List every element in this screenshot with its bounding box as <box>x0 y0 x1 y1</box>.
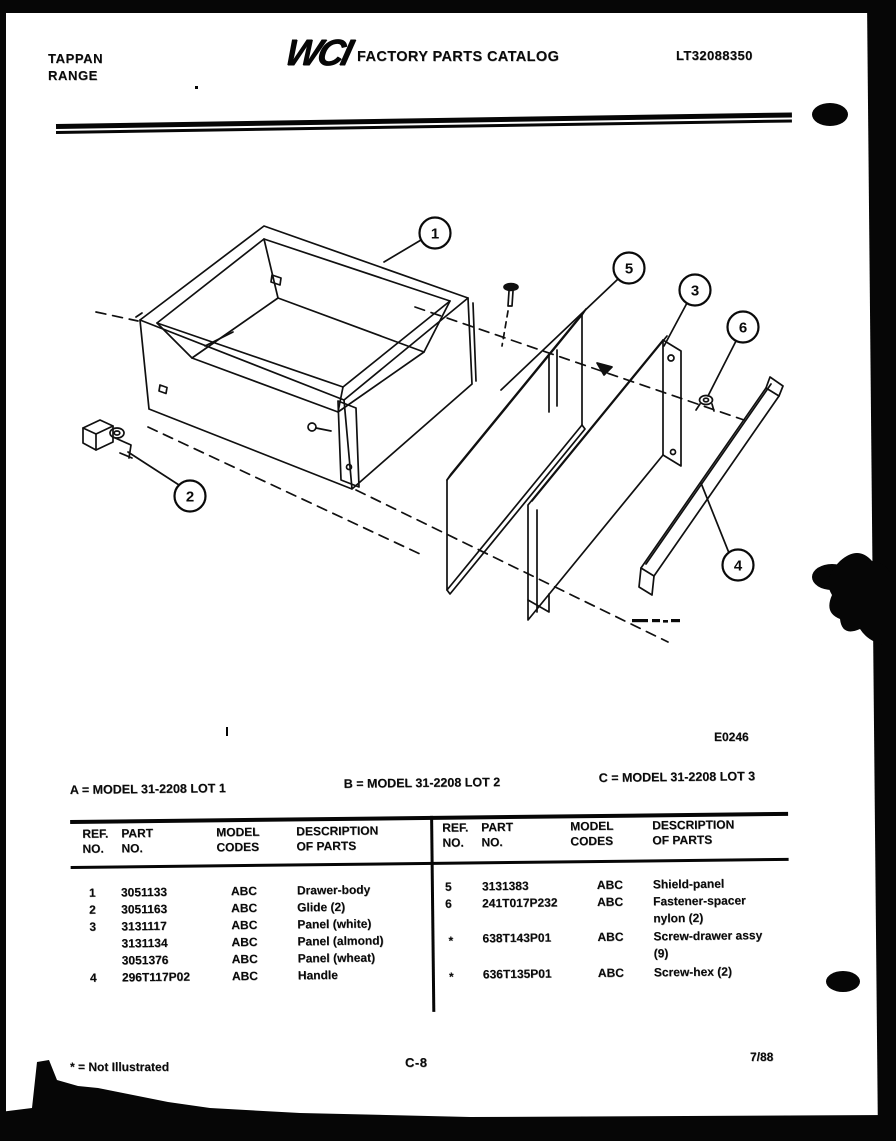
svg-text:3: 3 <box>690 282 700 300</box>
col-header-part-r2: NO. <box>481 835 503 850</box>
part-no: 3131134 <box>121 935 168 951</box>
ref-no: * <box>448 969 454 984</box>
model-codes: ABC <box>231 951 258 967</box>
description: Screw-hex (2) <box>653 964 732 980</box>
description: Drawer-body <box>296 882 371 898</box>
page-number: C-8 <box>405 1055 428 1070</box>
front-panel-part <box>528 336 681 620</box>
model-codes: ABC <box>230 883 258 899</box>
callout-3 <box>680 275 711 306</box>
ref-no: 3 <box>89 919 97 934</box>
svg-text:6: 6 <box>738 319 748 337</box>
callout-1 <box>420 218 451 249</box>
description-line2: (9) <box>653 946 669 961</box>
handle-part <box>639 377 783 595</box>
drawer-body-part <box>136 226 476 489</box>
description: Panel (white) <box>297 916 372 932</box>
svg-text:1: 1 <box>430 225 440 243</box>
col-header-desc-l1: DESCRIPTION <box>296 823 379 839</box>
model-codes: ABC <box>231 934 258 950</box>
callout-4 <box>723 550 754 581</box>
part-no: 3131383 <box>481 878 529 894</box>
col-header-desc-l2: OF PARTS <box>296 838 357 854</box>
screw-part <box>504 284 518 306</box>
description-line2: nylon (2) <box>653 910 704 926</box>
col-header-model-r2: CODES <box>570 833 614 849</box>
speck-mark-1 <box>195 86 198 89</box>
callout-5 <box>614 253 645 284</box>
scan-top-edge <box>0 0 896 13</box>
callout-leader-lines <box>128 240 736 553</box>
ref-no: 6 <box>445 896 452 911</box>
model-legend-b: B = MODEL 31-2208 LOT 2 <box>343 775 501 791</box>
part-no: 3131117 <box>121 918 167 934</box>
ref-no: 1 <box>88 885 96 900</box>
col-header-part-l2: NO. <box>121 841 143 856</box>
hole-punch-mark-top <box>812 103 848 126</box>
description: Handle <box>297 967 338 983</box>
model-codes: ABC <box>596 877 623 893</box>
col-header-ref-r2: NO. <box>442 835 464 850</box>
description: Panel (almond) <box>297 933 384 949</box>
part-no: 296T117P02 <box>121 969 191 985</box>
model-codes: ABC <box>596 894 624 910</box>
col-header-desc-r2: OF PARTS <box>652 832 713 848</box>
svg-text:5: 5 <box>624 260 634 278</box>
description: Screw-drawer assy <box>653 928 763 944</box>
part-no: 241T017P232 <box>482 895 558 911</box>
part-no: 638T143P01 <box>482 930 552 946</box>
svg-text:4: 4 <box>733 557 743 575</box>
drawing-code: E0246 <box>714 730 749 744</box>
col-header-part-l1: PART <box>121 826 154 841</box>
exploded-view-diagram <box>0 160 896 720</box>
brand-name-line1: TAPPAN <box>48 51 104 66</box>
not-illustrated-note: * = Not Illustrated <box>70 1060 170 1074</box>
model-legend-c: C = MODEL 31-2208 LOT 3 <box>598 769 756 786</box>
col-header-part-r1: PART <box>481 819 514 835</box>
part-no: 636T135P01 <box>482 966 552 982</box>
model-codes: ABC <box>597 965 624 981</box>
ref-no: 4 <box>89 970 97 985</box>
description: Panel (wheat) <box>297 950 376 966</box>
part-no: 3051133 <box>120 884 168 900</box>
col-header-model-r1: MODEL <box>570 818 614 834</box>
col-header-ref-r1: REF. <box>442 820 469 835</box>
wci-logo: WCI <box>281 32 355 73</box>
table-divider-vertical <box>430 816 435 1012</box>
col-header-desc-r1: DESCRIPTION <box>652 817 735 833</box>
date-code: 7/88 <box>750 1050 774 1064</box>
catalog-title: FACTORY PARTS CATALOG <box>357 49 560 65</box>
model-legend-a: A = MODEL 31-2208 LOT 1 <box>69 781 226 798</box>
description: Shield-panel <box>652 876 725 892</box>
ref-no: 5 <box>444 879 452 894</box>
col-header-ref-l1: REF. <box>82 826 109 841</box>
part-no: 3051163 <box>121 901 168 917</box>
ref-no: * <box>448 933 454 948</box>
model-codes: ABC <box>597 929 624 945</box>
col-header-ref-l2: NO. <box>82 841 104 856</box>
col-header-model-l2: CODES <box>216 839 260 855</box>
model-codes: ABC <box>231 917 258 933</box>
parts-table-section <box>0 761 896 1061</box>
shield-panel-part <box>447 309 586 594</box>
description: Glide (2) <box>297 899 346 915</box>
ref-no: 2 <box>89 902 96 917</box>
callout-2 <box>175 481 206 512</box>
description: Fastener-spacer <box>652 893 746 909</box>
model-codes: ABC <box>231 968 258 984</box>
faint-print-fragments <box>632 619 680 623</box>
col-header-model-l1: MODEL <box>216 824 260 840</box>
callout-6 <box>728 312 759 343</box>
model-codes: ABC <box>231 900 258 916</box>
part-no: 3051376 <box>121 952 169 968</box>
glide-part <box>83 420 132 458</box>
publication-number: LT32088350 <box>676 48 753 63</box>
brand-name-line2: RANGE <box>48 68 98 83</box>
svg-text:2: 2 <box>185 488 195 506</box>
speck-mark-2 <box>226 727 228 736</box>
